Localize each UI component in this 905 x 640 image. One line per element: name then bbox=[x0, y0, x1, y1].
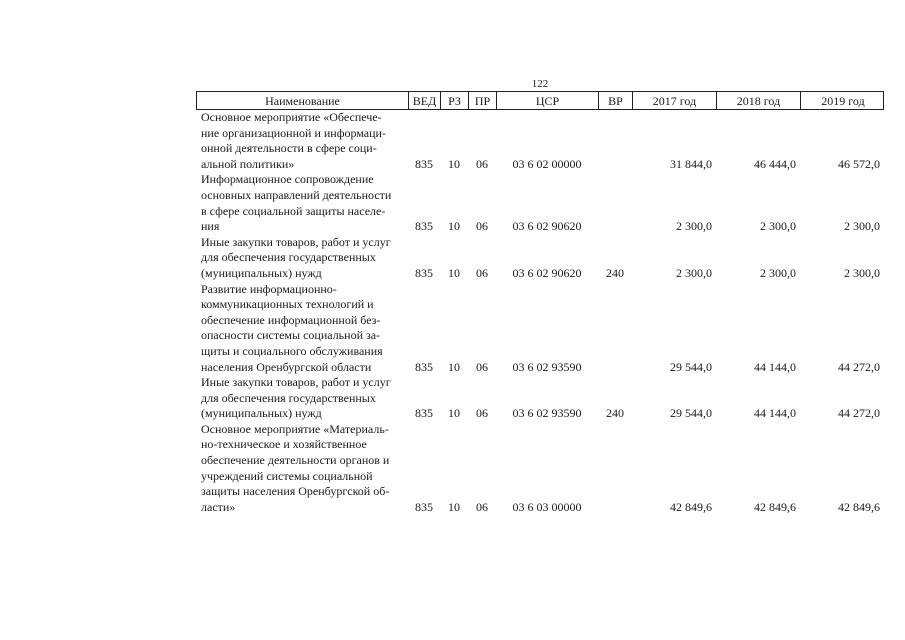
cell-2019: 2 300,0 bbox=[844, 265, 880, 280]
budget-table bbox=[196, 91, 884, 515]
name-line: Основное мероприятие «Обеспече- bbox=[201, 110, 382, 124]
cell-ved: 835 bbox=[415, 265, 433, 280]
cell-rz: 10 bbox=[448, 265, 460, 280]
cell-csr: 03 6 02 93590 bbox=[512, 406, 582, 421]
table-row bbox=[196, 110, 884, 172]
cell-pr: 06 bbox=[476, 265, 488, 280]
column-header-2019: 2019 год bbox=[821, 94, 865, 108]
cell-2018: 42 849,6 bbox=[754, 499, 796, 514]
cell-ved: 835 bbox=[415, 156, 433, 171]
name-line: населения Оренбургской области bbox=[201, 359, 372, 374]
name-line: ласти» bbox=[201, 499, 236, 514]
cell-2019: 2 300,0 bbox=[844, 219, 880, 234]
table-row bbox=[196, 375, 884, 422]
cell-csr: 03 6 02 93590 bbox=[512, 359, 582, 374]
column-header-csr: ЦСР bbox=[497, 92, 599, 109]
cell-2018: 44 144,0 bbox=[754, 359, 796, 374]
name-line: Развитие информационно- bbox=[201, 281, 337, 296]
cell-2018: 44 144,0 bbox=[754, 406, 796, 421]
cell-vr: 240 bbox=[606, 406, 624, 421]
cell-2017: 2 300,0 bbox=[676, 219, 712, 234]
cell-ved: 835 bbox=[415, 499, 433, 514]
name-line: для обеспечения государственных bbox=[201, 390, 376, 405]
cell-name bbox=[196, 235, 408, 282]
column-header-name: Наименование bbox=[197, 92, 409, 109]
name-line: (муниципальных) нужд bbox=[201, 265, 322, 280]
table-row bbox=[196, 235, 884, 282]
cell-2017: 42 849,6 bbox=[670, 499, 712, 514]
column-header-2017: 2017 год bbox=[633, 92, 717, 109]
table-body bbox=[196, 110, 884, 515]
table-row bbox=[196, 172, 884, 234]
column-header-pr: ПР bbox=[469, 92, 497, 109]
cell-ved: 835 bbox=[415, 406, 433, 421]
table-row bbox=[196, 422, 884, 516]
name-line: (муниципальных) нужд bbox=[201, 406, 322, 421]
cell-ved: 835 bbox=[415, 219, 433, 234]
cell-rz: 10 bbox=[448, 406, 460, 421]
page-number: 122 bbox=[531, 78, 549, 90]
cell-rz: 10 bbox=[448, 156, 460, 171]
name-line: Основное мероприятие «Материаль- bbox=[201, 421, 389, 436]
cell-2019: 44 272,0 bbox=[838, 406, 880, 421]
cell-pr: 06 bbox=[476, 499, 488, 514]
cell-name bbox=[196, 375, 408, 422]
cell-2017: 29 544,0 bbox=[670, 406, 712, 421]
cell-csr: 03 6 02 90620 bbox=[512, 219, 582, 234]
cell-name bbox=[196, 422, 408, 516]
name-line: обеспечение информационной без- bbox=[201, 312, 381, 327]
cell-2019: 44 272,0 bbox=[838, 359, 880, 374]
column-header-ved: ВЕД bbox=[409, 92, 441, 109]
name-line: ние организационной и информаци- bbox=[201, 125, 386, 140]
cell-rz: 10 bbox=[448, 499, 460, 514]
name-line: альной политики» bbox=[201, 156, 295, 171]
cell-pr: 06 bbox=[476, 219, 488, 234]
cell-2017: 31 844,0 bbox=[670, 156, 712, 171]
cell-ved: 835 bbox=[415, 359, 433, 374]
name-line: защиты населения Оренбургской об- bbox=[201, 484, 390, 499]
cell-2018: 2 300,0 bbox=[760, 219, 796, 234]
column-header-rz: РЗ bbox=[441, 92, 469, 109]
cell-2018: 46 444,0 bbox=[754, 156, 796, 171]
cell-pr: 06 bbox=[476, 156, 488, 171]
cell-name bbox=[196, 110, 408, 172]
name-line: онной деятельности в сфере соци- bbox=[201, 141, 377, 156]
name-line: ния bbox=[201, 219, 220, 234]
cell-2017: 29 544,0 bbox=[670, 359, 712, 374]
cell-name bbox=[196, 282, 408, 376]
column-header-2018: 2018 год bbox=[717, 92, 801, 109]
cell-rz: 10 bbox=[448, 359, 460, 374]
cell-2018: 2 300,0 bbox=[760, 265, 796, 280]
name-line: коммуникационных технологий и bbox=[201, 297, 374, 312]
name-line: Иные закупки товаров, работ и услуг bbox=[201, 234, 391, 249]
name-line: обеспечение деятельности органов и bbox=[201, 453, 390, 468]
column-header-vr: ВР bbox=[599, 92, 633, 109]
name-line: но-техническое и хозяйственное bbox=[201, 437, 367, 452]
cell-vr: 240 bbox=[606, 265, 624, 280]
cell-2019: 42 849,6 bbox=[838, 499, 880, 514]
cell-rz: 10 bbox=[448, 219, 460, 234]
name-line: учреждений системы социальной bbox=[201, 468, 373, 483]
cell-csr: 03 6 02 00000 bbox=[512, 156, 582, 171]
name-line: основных направлений деятельности bbox=[201, 187, 392, 202]
name-line: опасности системы социальной за- bbox=[201, 328, 381, 343]
name-line: щиты и социального обслуживания bbox=[201, 343, 383, 358]
name-line: для обеспечения государственных bbox=[201, 250, 376, 265]
cell-2017: 2 300,0 bbox=[676, 265, 712, 280]
table-header bbox=[196, 91, 884, 110]
name-line: Иные закупки товаров, работ и услуг bbox=[201, 375, 391, 390]
name-line: Информационное сопровождение bbox=[201, 172, 374, 187]
cell-name bbox=[196, 172, 408, 234]
cell-csr: 03 6 02 90620 bbox=[512, 265, 582, 280]
cell-pr: 06 bbox=[476, 406, 488, 421]
cell-pr: 06 bbox=[476, 359, 488, 374]
name-line: в сфере социальной защиты населе- bbox=[201, 203, 386, 218]
table-row bbox=[196, 282, 884, 376]
cell-csr: 03 6 03 00000 bbox=[512, 499, 582, 514]
cell-2019: 46 572,0 bbox=[838, 156, 880, 171]
